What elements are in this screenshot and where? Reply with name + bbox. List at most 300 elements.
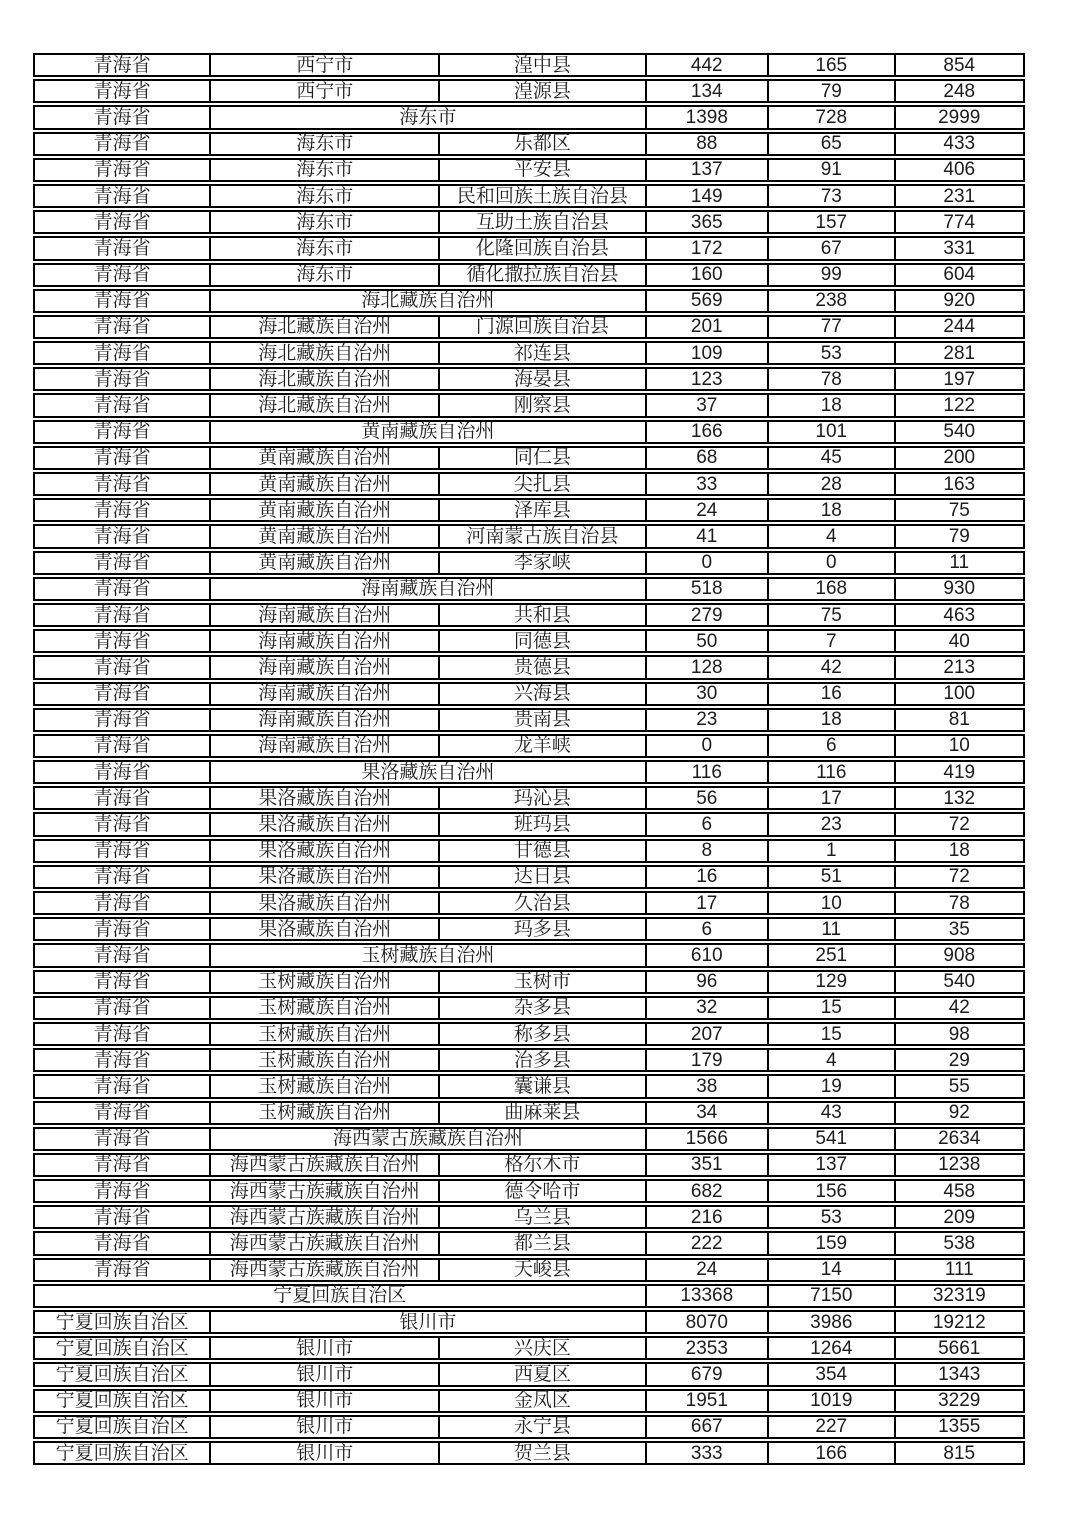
value-2-cell: 116 bbox=[769, 762, 896, 782]
value-3-cell: 35 bbox=[948, 919, 970, 940]
table-row bbox=[33, 577, 1025, 601]
county-cell: 贵德县 bbox=[440, 657, 646, 677]
value-1-cell: 0 bbox=[647, 736, 770, 756]
value-1-cell: 279 bbox=[647, 605, 770, 625]
city-cell: 果洛藏族自治州 bbox=[211, 841, 440, 861]
province-cell: 宁夏回族自治区 bbox=[35, 1364, 211, 1384]
value-2-cell: 99 bbox=[769, 265, 896, 285]
county-cell: 海晏县 bbox=[440, 369, 646, 389]
county-cell: 乐都区 bbox=[440, 134, 646, 154]
value-1-cell: 2353 bbox=[647, 1338, 770, 1358]
county-cell: 称多县 bbox=[440, 1024, 646, 1044]
value-3-cell: 29 bbox=[948, 1050, 970, 1071]
table-row bbox=[33, 236, 1025, 260]
value-3-cell: 81 bbox=[948, 709, 970, 730]
city-cell: 西宁市 bbox=[211, 55, 440, 75]
city-cell: 海西蒙古族藏族自治州 bbox=[211, 1260, 440, 1280]
province-cell: 青海省 bbox=[35, 998, 211, 1018]
county-cell: 贺兰县 bbox=[440, 1443, 646, 1463]
province-cell: 青海省 bbox=[35, 919, 211, 939]
county-cell: 兴海县 bbox=[440, 684, 646, 704]
table-row bbox=[33, 263, 1025, 287]
table-row bbox=[33, 1441, 1025, 1465]
value-2-cell: 165 bbox=[769, 55, 896, 75]
value-2-cell: 7150 bbox=[769, 1286, 896, 1306]
province-cell: 青海省 bbox=[35, 1129, 211, 1149]
value-3-cell: 92 bbox=[948, 1102, 970, 1123]
province-cell: 青海省 bbox=[35, 1233, 211, 1253]
table-row bbox=[33, 1284, 1025, 1308]
table-row bbox=[33, 1258, 1025, 1282]
value-1-cell: 24 bbox=[647, 500, 770, 520]
value-3-cell: 2634 bbox=[938, 1128, 981, 1149]
province-cell: 青海省 bbox=[35, 186, 211, 206]
city-county-merged-cell: 海南藏族自治州 bbox=[211, 579, 646, 599]
value-1-cell: 222 bbox=[647, 1233, 770, 1253]
table-row bbox=[33, 734, 1025, 758]
value-3-cell: 248 bbox=[943, 81, 976, 102]
table-row bbox=[33, 79, 1025, 103]
city-cell: 玉树藏族自治州 bbox=[211, 998, 440, 1018]
value-3-cell: 79 bbox=[948, 526, 970, 547]
city-cell: 玉树藏族自治州 bbox=[211, 1024, 440, 1044]
city-cell: 海东市 bbox=[211, 186, 440, 206]
city-cell: 银川市 bbox=[211, 1391, 440, 1411]
city-cell: 海东市 bbox=[211, 160, 440, 180]
province-cell: 青海省 bbox=[35, 55, 211, 75]
table-row bbox=[33, 1389, 1025, 1413]
table-row bbox=[33, 1362, 1025, 1386]
county-cell: 西夏区 bbox=[440, 1364, 646, 1384]
table-row bbox=[33, 603, 1025, 627]
table-row bbox=[33, 1179, 1025, 1203]
value-1-cell: 68 bbox=[647, 448, 770, 468]
value-1-cell: 88 bbox=[647, 134, 770, 154]
value-1-cell: 518 bbox=[647, 579, 770, 599]
province-cell: 宁夏回族自治区 bbox=[35, 1391, 211, 1411]
value-2-cell: 18 bbox=[769, 710, 896, 730]
value-3-cell: 1355 bbox=[938, 1416, 981, 1437]
table-row bbox=[33, 1127, 1025, 1151]
county-cell: 乌兰县 bbox=[440, 1207, 646, 1227]
province-cell: 青海省 bbox=[35, 238, 211, 258]
value-1-cell: 109 bbox=[647, 343, 770, 363]
county-cell: 久治县 bbox=[440, 893, 646, 913]
value-2-cell: 541 bbox=[769, 1129, 896, 1149]
province-cell: 宁夏回族自治区 bbox=[35, 1443, 211, 1463]
value-2-cell: 78 bbox=[769, 369, 896, 389]
table-row bbox=[33, 1310, 1025, 1334]
province-cell: 青海省 bbox=[35, 422, 211, 442]
table-row bbox=[33, 341, 1025, 365]
value-1-cell: 365 bbox=[647, 212, 770, 232]
value-3-cell: 463 bbox=[943, 604, 976, 626]
county-cell: 贵南县 bbox=[440, 710, 646, 730]
city-cell: 黄南藏族自治州 bbox=[211, 448, 440, 468]
value-1-cell: 137 bbox=[647, 160, 770, 180]
value-1-cell: 37 bbox=[647, 395, 770, 415]
value-3-cell: 2999 bbox=[938, 107, 981, 128]
city-county-merged-cell: 海北藏族自治州 bbox=[211, 291, 646, 311]
city-cell: 西宁市 bbox=[211, 81, 440, 101]
county-cell: 李家峡 bbox=[440, 553, 646, 573]
city-cell: 玉树藏族自治州 bbox=[211, 972, 440, 992]
county-cell: 刚察县 bbox=[440, 395, 646, 415]
value-1-cell: 1566 bbox=[647, 1129, 770, 1149]
table-row bbox=[33, 682, 1025, 706]
value-3-cell: 100 bbox=[943, 683, 976, 704]
table-row bbox=[33, 865, 1025, 889]
city-cell: 果洛藏族自治州 bbox=[211, 867, 440, 887]
table-row bbox=[33, 943, 1025, 967]
value-3-cell: 32319 bbox=[932, 1285, 986, 1306]
table-row bbox=[33, 53, 1025, 77]
value-1-cell: 56 bbox=[647, 788, 770, 808]
city-cell: 海南藏族自治州 bbox=[211, 657, 440, 677]
value-1-cell: 667 bbox=[647, 1417, 770, 1437]
province-cell: 青海省 bbox=[35, 474, 211, 494]
value-3-cell: 419 bbox=[943, 762, 976, 783]
value-1-cell: 41 bbox=[647, 526, 770, 546]
province-cell: 青海省 bbox=[35, 317, 211, 337]
value-2-cell: 73 bbox=[769, 186, 896, 206]
value-1-cell: 8070 bbox=[647, 1312, 770, 1332]
value-2-cell: 168 bbox=[769, 579, 896, 599]
value-1-cell: 17 bbox=[647, 893, 770, 913]
table-row bbox=[33, 524, 1025, 548]
province-cell: 青海省 bbox=[35, 657, 211, 677]
table-row bbox=[33, 210, 1025, 234]
value-3-cell: 433 bbox=[943, 133, 976, 154]
table-row bbox=[33, 812, 1025, 836]
value-1-cell: 32 bbox=[647, 998, 770, 1018]
value-1-cell: 160 bbox=[647, 265, 770, 285]
table-row bbox=[33, 1048, 1025, 1072]
value-3-cell: 10 bbox=[948, 735, 970, 757]
province-cell: 青海省 bbox=[35, 605, 211, 625]
value-2-cell: 157 bbox=[769, 212, 896, 232]
value-2-cell: 65 bbox=[769, 134, 896, 154]
county-cell: 曲麻莱县 bbox=[440, 1103, 646, 1123]
value-2-cell: 4 bbox=[769, 1050, 896, 1070]
value-1-cell: 23 bbox=[647, 710, 770, 730]
table-row bbox=[33, 367, 1025, 391]
value-3-cell: 75 bbox=[948, 500, 970, 521]
city-county-merged-cell: 黄南藏族自治州 bbox=[211, 422, 646, 442]
value-2-cell: 227 bbox=[769, 1417, 896, 1437]
table-row bbox=[33, 105, 1025, 129]
value-3-cell: 774 bbox=[943, 212, 976, 233]
value-1-cell: 116 bbox=[647, 762, 770, 782]
province-cell: 青海省 bbox=[35, 736, 211, 756]
county-cell: 循化撒拉族自治县 bbox=[440, 265, 646, 285]
county-cell: 玉树市 bbox=[440, 972, 646, 992]
province-cell: 青海省 bbox=[35, 788, 211, 808]
value-1-cell: 682 bbox=[647, 1181, 770, 1201]
value-2-cell: 137 bbox=[769, 1155, 896, 1175]
value-1-cell: 38 bbox=[647, 1076, 770, 1096]
county-cell: 囊谦县 bbox=[440, 1076, 646, 1096]
value-2-cell: 77 bbox=[769, 317, 896, 337]
table-row bbox=[33, 158, 1025, 182]
value-3-cell: 40 bbox=[948, 631, 970, 652]
table-row bbox=[33, 629, 1025, 653]
province-city-county-merged-cell: 宁夏回族自治区 bbox=[35, 1286, 647, 1306]
city-cell: 玉树藏族自治州 bbox=[211, 1103, 440, 1123]
value-3-cell: 197 bbox=[943, 369, 976, 390]
county-cell: 龙羊峡 bbox=[440, 736, 646, 756]
province-cell: 青海省 bbox=[35, 291, 211, 311]
value-2-cell: 42 bbox=[769, 657, 896, 677]
value-2-cell: 14 bbox=[769, 1260, 896, 1280]
value-1-cell: 1398 bbox=[647, 107, 770, 127]
table-row bbox=[33, 1336, 1025, 1360]
value-3-cell: 244 bbox=[943, 316, 976, 338]
value-1-cell: 13368 bbox=[647, 1286, 770, 1306]
province-cell: 青海省 bbox=[35, 395, 211, 415]
value-2-cell: 728 bbox=[769, 107, 896, 127]
value-1-cell: 179 bbox=[647, 1050, 770, 1070]
value-1-cell: 216 bbox=[647, 1207, 770, 1227]
value-1-cell: 123 bbox=[647, 369, 770, 389]
value-3-cell: 458 bbox=[943, 1181, 976, 1202]
province-cell: 青海省 bbox=[35, 134, 211, 154]
city-cell: 海西蒙古族藏族自治州 bbox=[211, 1181, 440, 1201]
county-cell: 班玛县 bbox=[440, 814, 646, 834]
value-3-cell: 55 bbox=[948, 1076, 970, 1097]
city-cell: 玉树藏族自治州 bbox=[211, 1050, 440, 1070]
value-1-cell: 351 bbox=[647, 1155, 770, 1175]
county-cell: 河南蒙古族自治县 bbox=[440, 526, 646, 546]
province-cell: 宁夏回族自治区 bbox=[35, 1338, 211, 1358]
province-cell: 青海省 bbox=[35, 1260, 211, 1280]
table-row bbox=[33, 315, 1025, 339]
value-2-cell: 10 bbox=[769, 893, 896, 913]
table-row bbox=[33, 1074, 1025, 1098]
value-2-cell: 6 bbox=[769, 736, 896, 756]
city-cell: 海东市 bbox=[211, 265, 440, 285]
table-row bbox=[33, 1415, 1025, 1439]
province-cell: 青海省 bbox=[35, 1181, 211, 1201]
value-3-cell: 540 bbox=[943, 971, 976, 992]
value-3-cell: 18 bbox=[948, 840, 970, 861]
value-2-cell: 238 bbox=[769, 291, 896, 311]
county-cell: 祁连县 bbox=[440, 343, 646, 363]
city-county-merged-cell: 海西蒙古族藏族自治州 bbox=[211, 1129, 646, 1149]
value-3-cell: 604 bbox=[943, 264, 976, 285]
city-cell: 海南藏族自治州 bbox=[211, 736, 440, 756]
city-cell: 海北藏族自治州 bbox=[211, 317, 440, 337]
county-cell: 平安县 bbox=[440, 160, 646, 180]
value-2-cell: 156 bbox=[769, 1181, 896, 1201]
value-2-cell: 1 bbox=[769, 841, 896, 861]
table-row bbox=[33, 655, 1025, 679]
table-row bbox=[33, 1205, 1025, 1229]
value-1-cell: 1951 bbox=[647, 1391, 770, 1411]
value-3-cell: 11 bbox=[949, 552, 970, 573]
city-cell: 海北藏族自治州 bbox=[211, 369, 440, 389]
value-1-cell: 24 bbox=[647, 1260, 770, 1280]
value-1-cell: 16 bbox=[647, 867, 770, 887]
value-3-cell: 72 bbox=[948, 814, 970, 835]
value-3-cell: 200 bbox=[943, 447, 976, 468]
city-cell: 银川市 bbox=[211, 1417, 440, 1437]
county-cell: 民和回族土族自治县 bbox=[440, 186, 646, 206]
province-cell: 青海省 bbox=[35, 710, 211, 730]
value-1-cell: 8 bbox=[647, 841, 770, 861]
province-cell: 青海省 bbox=[35, 1076, 211, 1096]
city-cell: 黄南藏族自治州 bbox=[211, 553, 440, 573]
province-cell: 青海省 bbox=[35, 579, 211, 599]
province-cell: 青海省 bbox=[35, 369, 211, 389]
value-2-cell: 45 bbox=[769, 448, 896, 468]
value-2-cell: 15 bbox=[769, 1024, 896, 1044]
value-1-cell: 149 bbox=[647, 186, 770, 206]
table-row bbox=[33, 132, 1025, 156]
province-cell: 青海省 bbox=[35, 160, 211, 180]
county-cell: 互助土族自治县 bbox=[440, 212, 646, 232]
county-cell: 治多县 bbox=[440, 1050, 646, 1070]
province-cell: 青海省 bbox=[35, 1024, 211, 1044]
value-2-cell: 1264 bbox=[769, 1338, 896, 1358]
value-1-cell: 50 bbox=[647, 631, 770, 651]
value-2-cell: 1019 bbox=[769, 1391, 896, 1411]
value-1-cell: 610 bbox=[647, 945, 770, 965]
table-row bbox=[33, 420, 1025, 444]
county-cell: 都兰县 bbox=[440, 1233, 646, 1253]
value-3-cell: 213 bbox=[943, 657, 976, 678]
county-cell: 杂多县 bbox=[440, 998, 646, 1018]
city-cell: 玉树藏族自治州 bbox=[211, 1076, 440, 1096]
value-2-cell: 11 bbox=[769, 919, 896, 939]
value-2-cell: 129 bbox=[769, 972, 896, 992]
province-cell: 青海省 bbox=[35, 1050, 211, 1070]
value-2-cell: 43 bbox=[769, 1103, 896, 1123]
province-cell: 青海省 bbox=[35, 762, 211, 782]
province-cell: 青海省 bbox=[35, 553, 211, 573]
city-cell: 海东市 bbox=[211, 212, 440, 232]
county-cell: 同仁县 bbox=[440, 448, 646, 468]
value-3-cell: 908 bbox=[943, 945, 976, 966]
table-row bbox=[33, 891, 1025, 915]
province-cell: 青海省 bbox=[35, 893, 211, 913]
value-2-cell: 79 bbox=[769, 81, 896, 101]
region-statistics-table bbox=[33, 53, 1025, 1467]
province-cell: 青海省 bbox=[35, 631, 211, 651]
value-2-cell: 53 bbox=[769, 1207, 896, 1227]
city-cell: 果洛藏族自治州 bbox=[211, 919, 440, 939]
province-cell: 青海省 bbox=[35, 684, 211, 704]
city-county-merged-cell: 海东市 bbox=[211, 107, 646, 127]
value-1-cell: 34 bbox=[647, 1103, 770, 1123]
province-cell: 青海省 bbox=[35, 526, 211, 546]
value-1-cell: 6 bbox=[647, 919, 770, 939]
value-3-cell: 209 bbox=[943, 1207, 976, 1228]
county-cell: 甘德县 bbox=[440, 841, 646, 861]
city-cell: 海西蒙古族藏族自治州 bbox=[211, 1155, 440, 1175]
value-2-cell: 28 bbox=[769, 474, 896, 494]
value-3-cell: 815 bbox=[943, 1442, 976, 1464]
county-cell: 化隆回族自治县 bbox=[440, 238, 646, 258]
county-cell: 湟源县 bbox=[440, 81, 646, 101]
table-row bbox=[33, 446, 1025, 470]
table-row bbox=[33, 1101, 1025, 1125]
city-cell: 果洛藏族自治州 bbox=[211, 893, 440, 913]
table-row bbox=[33, 289, 1025, 313]
county-cell: 达日县 bbox=[440, 867, 646, 887]
city-cell: 海东市 bbox=[211, 134, 440, 154]
city-cell: 海南藏族自治州 bbox=[211, 631, 440, 651]
table-row bbox=[33, 996, 1025, 1020]
value-3-cell: 5661 bbox=[938, 1338, 981, 1359]
city-cell: 海北藏族自治州 bbox=[211, 343, 440, 363]
value-2-cell: 251 bbox=[769, 945, 896, 965]
value-3-cell: 122 bbox=[943, 395, 976, 416]
city-cell: 海南藏族自治州 bbox=[211, 684, 440, 704]
province-cell: 宁夏回族自治区 bbox=[35, 1312, 211, 1332]
county-cell: 尖扎县 bbox=[440, 474, 646, 494]
province-cell: 青海省 bbox=[35, 841, 211, 861]
value-2-cell: 7 bbox=[769, 631, 896, 651]
value-2-cell: 3986 bbox=[769, 1312, 896, 1332]
value-2-cell: 17 bbox=[769, 788, 896, 808]
value-2-cell: 15 bbox=[769, 998, 896, 1018]
province-cell: 青海省 bbox=[35, 1155, 211, 1175]
county-cell: 玛沁县 bbox=[440, 788, 646, 808]
value-3-cell: 1238 bbox=[938, 1154, 981, 1176]
county-cell: 金凤区 bbox=[440, 1391, 646, 1411]
value-1-cell: 201 bbox=[647, 317, 770, 337]
value-1-cell: 442 bbox=[647, 55, 770, 75]
city-county-merged-cell: 玉树藏族自治州 bbox=[211, 945, 646, 965]
value-3-cell: 3229 bbox=[938, 1390, 981, 1411]
table-row bbox=[33, 472, 1025, 496]
province-cell: 青海省 bbox=[35, 1207, 211, 1227]
city-cell: 海东市 bbox=[211, 238, 440, 258]
table-row bbox=[33, 551, 1025, 575]
value-3-cell: 78 bbox=[948, 893, 970, 914]
value-3-cell: 72 bbox=[948, 866, 970, 887]
value-3-cell: 231 bbox=[943, 185, 976, 207]
value-2-cell: 51 bbox=[769, 867, 896, 887]
county-cell: 德令哈市 bbox=[440, 1181, 646, 1201]
value-2-cell: 101 bbox=[769, 422, 896, 442]
value-3-cell: 19212 bbox=[932, 1312, 986, 1333]
value-2-cell: 4 bbox=[769, 526, 896, 546]
county-cell: 玛多县 bbox=[440, 919, 646, 939]
province-cell: 青海省 bbox=[35, 945, 211, 965]
value-2-cell: 18 bbox=[769, 500, 896, 520]
table-row bbox=[33, 393, 1025, 417]
city-cell: 海南藏族自治州 bbox=[211, 605, 440, 625]
value-3-cell: 538 bbox=[943, 1233, 976, 1254]
value-2-cell: 19 bbox=[769, 1076, 896, 1096]
city-county-merged-cell: 银川市 bbox=[211, 1312, 646, 1332]
county-cell: 天峻县 bbox=[440, 1260, 646, 1280]
value-1-cell: 172 bbox=[647, 238, 770, 258]
table-row bbox=[33, 760, 1025, 784]
county-cell: 永宁县 bbox=[440, 1417, 646, 1437]
value-3-cell: 163 bbox=[943, 474, 976, 495]
value-1-cell: 166 bbox=[647, 422, 770, 442]
province-cell: 青海省 bbox=[35, 107, 211, 127]
value-3-cell: 540 bbox=[943, 421, 976, 442]
value-3-cell: 406 bbox=[943, 159, 976, 180]
value-1-cell: 96 bbox=[647, 972, 770, 992]
value-2-cell: 91 bbox=[769, 160, 896, 180]
province-cell: 青海省 bbox=[35, 1103, 211, 1123]
province-cell: 青海省 bbox=[35, 265, 211, 285]
